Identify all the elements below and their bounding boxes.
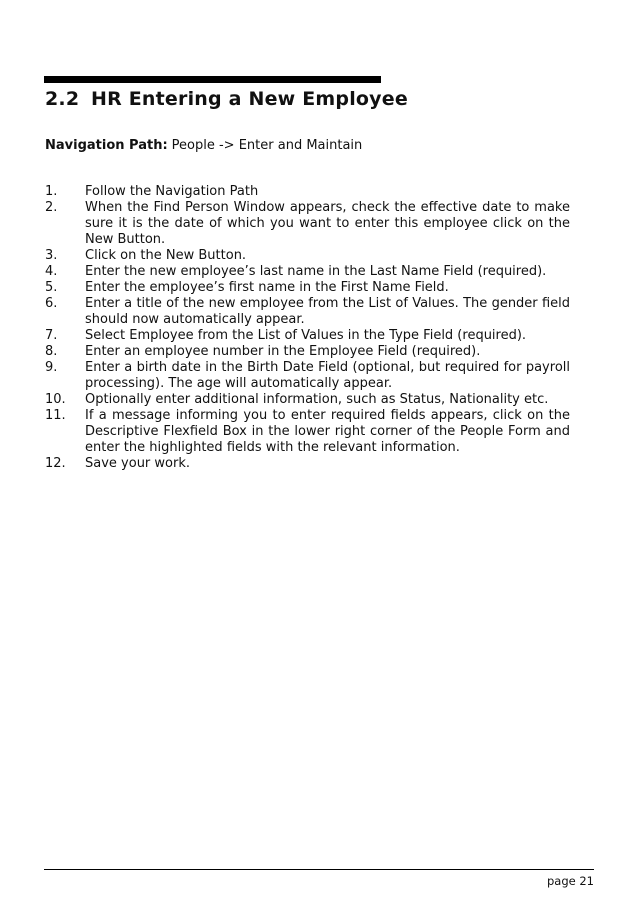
step-item <box>45 296 570 328</box>
step-number: 1. <box>45 184 58 199</box>
navigation-path-label: Navigation Path: <box>45 138 168 153</box>
step-item <box>45 200 570 248</box>
step-number: 4. <box>45 264 58 279</box>
step-item <box>45 328 570 344</box>
section-title: HR Entering a New Employee <box>91 88 408 110</box>
step-item <box>45 408 570 456</box>
step-text: Enter an employee number in the Employee Field (required). <box>85 344 481 359</box>
step-item <box>45 392 570 408</box>
step-text: Enter a title of the new employee from the List of Values. The gender field should now automatically appear. <box>85 296 570 327</box>
section-number: 2.2 <box>45 88 80 110</box>
navigation-path <box>45 138 362 153</box>
step-number: 7. <box>45 328 58 343</box>
step-number: 10. <box>45 392 66 407</box>
section-heading <box>45 88 408 110</box>
page-number: page 21 <box>546 874 594 888</box>
step-text: When the Find Person Window appears, check the effective date to make sure it is the date of which you want to enter this employee click on the New Button. <box>85 200 570 247</box>
step-text: Enter a birth date in the Birth Date Field (optional, but required for payroll processing). The age will automatically appear. <box>85 360 570 391</box>
step-item <box>45 456 570 472</box>
step-number: 5. <box>45 280 58 295</box>
step-text: Click on the New Button. <box>85 248 247 263</box>
step-number: 6. <box>45 296 58 311</box>
step-number: 8. <box>45 344 58 359</box>
step-item <box>45 360 570 392</box>
step-text: Enter the new employee’s last name in the Last Name Field (required). <box>85 264 547 279</box>
step-item <box>45 280 570 296</box>
step-text: If a message informing you to enter required fields appears, click on the Descriptive Flexfield Box in the lower right corner of the People Form and enter the highlighted fields with the relevant information. <box>85 408 570 455</box>
step-text: Enter the employee’s first name in the First Name Field. <box>85 280 449 295</box>
step-number: 3. <box>45 248 58 263</box>
step-number: 2. <box>45 200 58 215</box>
heading-rule <box>44 76 381 83</box>
step-text: Optionally enter additional information, such as Status, Nationality etc. <box>85 392 549 407</box>
step-number: 12. <box>45 456 66 471</box>
step-number: 11. <box>45 408 66 423</box>
navigation-path-value: People -> Enter and Maintain <box>171 138 363 153</box>
step-text: Save your work. <box>85 456 190 471</box>
step-text: Follow the Navigation Path <box>85 184 259 199</box>
step-item <box>45 344 570 360</box>
steps-list <box>45 184 570 472</box>
step-item <box>45 248 570 264</box>
step-number: 9. <box>45 360 58 375</box>
step-item <box>45 264 570 280</box>
footer-rule <box>44 869 594 870</box>
step-item <box>45 184 570 200</box>
step-text: Select Employee from the List of Values in the Type Field (required). <box>85 328 527 343</box>
